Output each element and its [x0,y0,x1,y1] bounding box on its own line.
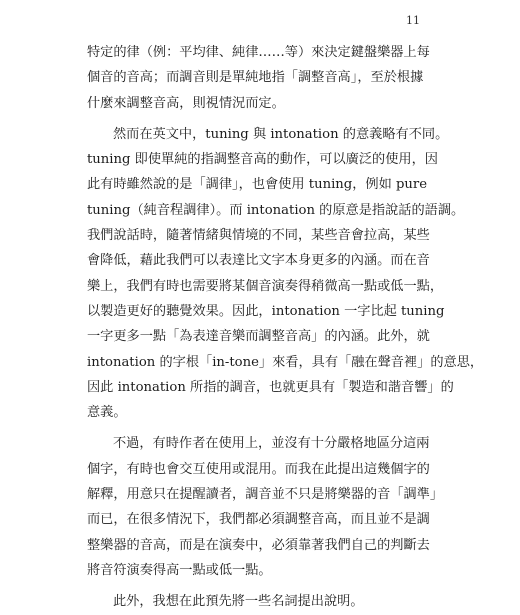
text-line: 什麼來調整音高，則視情況而定。 [87,95,285,111]
text-line: 意義。 [87,405,127,421]
text-line: 然而在英文中，tuning 與 intonation 的意義略有不同。 [113,126,449,142]
text-line: 解釋，用意只在提醒讀者，調音並不只是將樂器的音「調準」 [87,487,444,503]
text-line: 因此 intonation 所指的調音，也就更具有「製造和諧音響」的 [87,379,454,395]
paragraph [87,40,430,116]
text-line: 以製造更好的聽覺效果。因此，intonation 一字比起 tuning [87,303,445,319]
text-line: 個音的音高；而調音則是單純地指「調整音高」，至於根據 [87,70,424,86]
text-line: 而已，在很多情況下，我們都必須調整音高，而且並不是調 [87,512,430,528]
text-line: 個字，有時也會交互使用或混用。而我在此提出這幾個字的 [87,461,430,477]
text-line: 特定的律（例：平均律、純律……等）來決定鍵盤樂器上每 [87,45,430,60]
text-line: 不過，有時作者在使用上，並沒有十分嚴格地區分這兩 [113,436,430,452]
text-line: 我們說話時，隨著情緒與情境的不同，某些音會拉高，某些 [87,228,430,244]
paragraph [87,431,444,583]
page-number: 11 [406,14,420,27]
text-line: tuning 即使單純的指調整音高的動作，可以廣泛的使用，因 [87,152,438,168]
text-line: 此外，我想在此預先將一些名詞提出說明。 [113,594,364,610]
text-line: 將音符演奏得高一點或低一點。 [87,562,272,578]
text-line: 樂上，我們有時也需要將某個音演奏得稍微高一點或低一點， [87,278,444,294]
paragraph [87,589,417,614]
text-line: 會降低，藉此我們可以表達比文字本身更多的內涵。而在音 [87,253,430,269]
text-line: tuning（純音程調律）。而 intonation 的原意是指說話的語調。 [87,202,465,218]
text-line: intonation 的字根「in-tone」來看，具有「融在聲音裡」的意思， [87,354,484,370]
text-line: 整樂器的音高，而是在演奏中，必須靠著我們自己的判斷去 [87,537,430,553]
body-text [87,40,484,615]
paragraph [87,122,484,426]
text-line: 一字更多一點「為表達音樂而調整音高」的內涵。此外，就 [87,329,430,345]
text-line: 此有時雖然說的是「調律」，也會使用 tuning，例如 pure [87,177,428,193]
